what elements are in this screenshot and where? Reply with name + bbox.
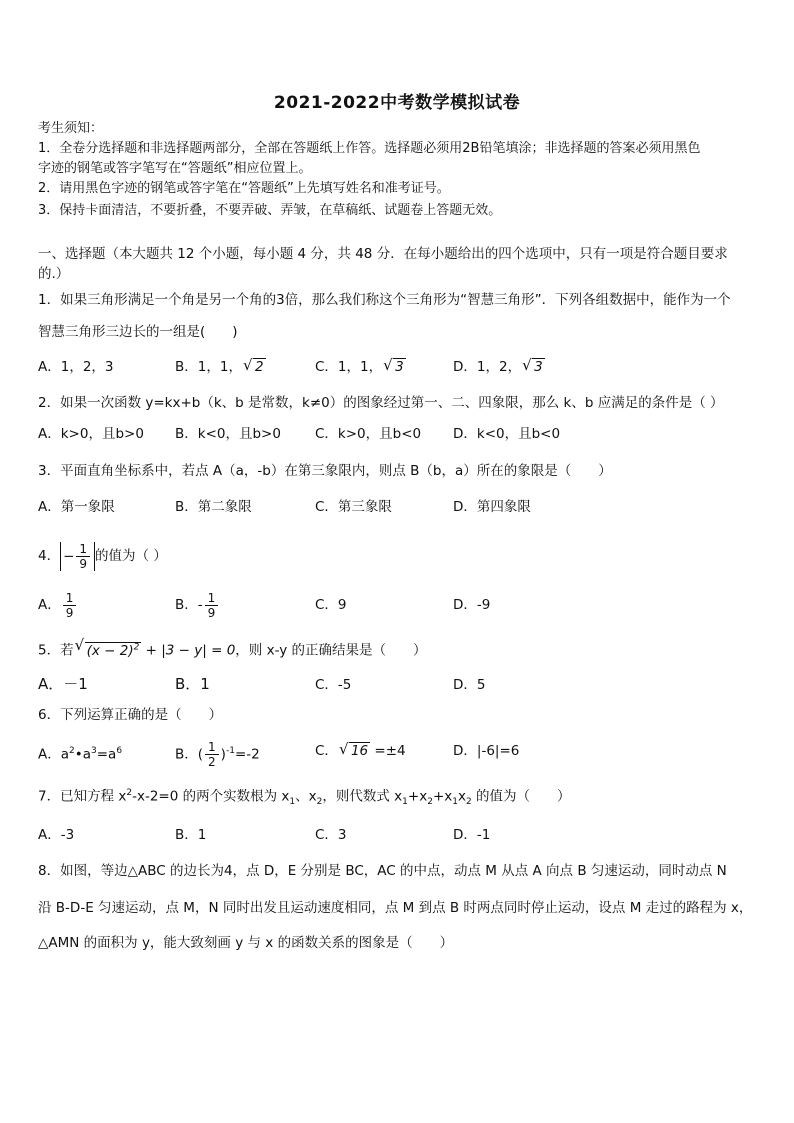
q3-option-d: D．第四象限 (453, 499, 531, 515)
q4-option-a: A． $\frac{1}{9}$ (38, 588, 78, 622)
sqrt-sign: √ 3 (384, 358, 406, 376)
sqrt-sign: √ 2 (244, 358, 266, 376)
q1-option-a: A．1，2，3 (38, 359, 114, 375)
question-8-text: 8．如图，等边△ABC 的边长为4，点 D，E 分别是 BC，AC 的中点，动点 M 从点 A 向点 B 匀速运动，同时动点 N (38, 863, 727, 879)
question-2-text: 2．如果一次函数 y=kx+b（k、b 是常数，k≠0）的图象经过第一、二、四象限，那么 k、b 应满足的条件是（ ） (38, 395, 724, 411)
absolute-value: − $\frac{1}{9}$ (60, 542, 95, 571)
q2-option-b: B．k<0，且b>0 (175, 426, 281, 442)
q7-option-c: C．3 (315, 827, 347, 843)
q2-option-d: D．k<0，且b<0 (453, 426, 561, 442)
q2-option-a: A．k>0，且b>0 (38, 426, 144, 442)
q6-option-c: C．√ 16 =±4 (315, 742, 406, 760)
notice-item-2: 2．请用黑色字迹的钢笔或答字笔在“答题纸”上先填写姓名和准考证号。 (38, 181, 450, 196)
question-5-text: 5．若√ $(x - 2)^2 + |3 - y| = 0$，则 x-y 的正确结果是（ ） (38, 638, 427, 660)
q7-option-b: B．1 (175, 827, 207, 843)
q3-option-b: B．第二象限 (175, 499, 252, 515)
question-1-text-cont: 智慧三角形三边长的一组是( ) (38, 324, 238, 340)
question-6-text: 6．下列运算正确的是（ ） (38, 707, 223, 723)
q6-option-b: B．( $\frac{1}{2}$ )$^{-1}$=-2 (175, 740, 260, 769)
q7-option-a: A．-3 (38, 827, 75, 843)
notice-item-1-cont: 字迹的钢笔或答字笔写在“答题纸”相应位置上。 (38, 161, 312, 176)
q3-option-c: C．第三象限 (315, 499, 392, 515)
sqrt-sign: √ $(x - 2)^2$ (76, 638, 142, 660)
question-8-text-cont-2: △AMN 的面积为 y，能大致刻画 y 与 x 的函数关系的图象是（ ） (38, 935, 454, 951)
notice-item-1: 1．全卷分选择题和非选择题两部分，全部在答题纸上作答。选择题必须用2B铅笔填涂；非选择题的答案必须用黑色 (38, 141, 701, 156)
question-3-text: 3．平面直角坐标系中，若点 A（a，-b）在第三象限内，则点 B（b，a）所在的象限是（ ） (38, 463, 612, 479)
question-7-text: 7．已知方程 $x^2-x-2=0$ 的两个实数根为 $x_1$、$x_2$，则代数式 $x_1+x_2+x_1x_2$ 的值为（ ） (38, 788, 571, 808)
q6-option-d: D．|-6|=6 (453, 743, 520, 759)
q2-option-c: C．k>0，且b<0 (315, 426, 422, 442)
section-heading-cont: 的.） (38, 266, 70, 282)
section-heading: 一、选择题（本大题共 12 个小题，每小题 4 分，共 48 分．在每小题给出的四个选项中，只有一项是符合题目要求 (38, 246, 728, 262)
q1-option-c: C．1，1，√ 3 (315, 358, 406, 376)
q7-option-d: D．-1 (453, 827, 491, 843)
notice-item-3: 3．保持卡面清洁，不要折叠，不要弄破、弄皱，在草稿纸、试题卷上答题无效。 (38, 203, 502, 218)
notice-heading: 考生须知： (38, 121, 104, 136)
q4-option-d: D．-9 (453, 597, 491, 613)
q1-option-d: D．1，2，√ 3 (453, 358, 545, 376)
q5-option-b: B．1 (175, 675, 210, 693)
question-1-text: 1．如果三角形满足一个角是另一个角的3倍，那么我们称这个三角形为“智慧三角形”．下列各组数据中，能作为一个 (38, 292, 731, 308)
q5-option-a: A．－1 (38, 675, 88, 693)
q1-option-b: B．1，1，√ 2 (175, 358, 266, 376)
q4-option-c: C．9 (315, 597, 347, 613)
q3-option-a: A．第一象限 (38, 499, 115, 515)
sqrt-sign: √ 3 (523, 358, 545, 376)
question-8-text-cont: 沿 B-D-E 匀速运动，点 M，N 同时出发且运动速度相同，点 M 到点 B 时两点同时停止运动，设点 M 走过的路程为 x， (38, 900, 753, 916)
q4-option-b: B．- $\frac{1}{9}$ (175, 588, 220, 622)
q6-option-a: A．$a^2•a^3=a^6$ (38, 746, 123, 763)
q5-option-d: D．5 (453, 677, 486, 693)
sqrt-sign: √ 16 (340, 742, 370, 760)
page-title: 2021-2022中考数学模拟试卷 (273, 93, 521, 113)
question-4-text: 4． − $\frac{1}{9}$ 的值为（ ） (38, 541, 167, 571)
q5-option-c: C．-5 (315, 677, 352, 693)
